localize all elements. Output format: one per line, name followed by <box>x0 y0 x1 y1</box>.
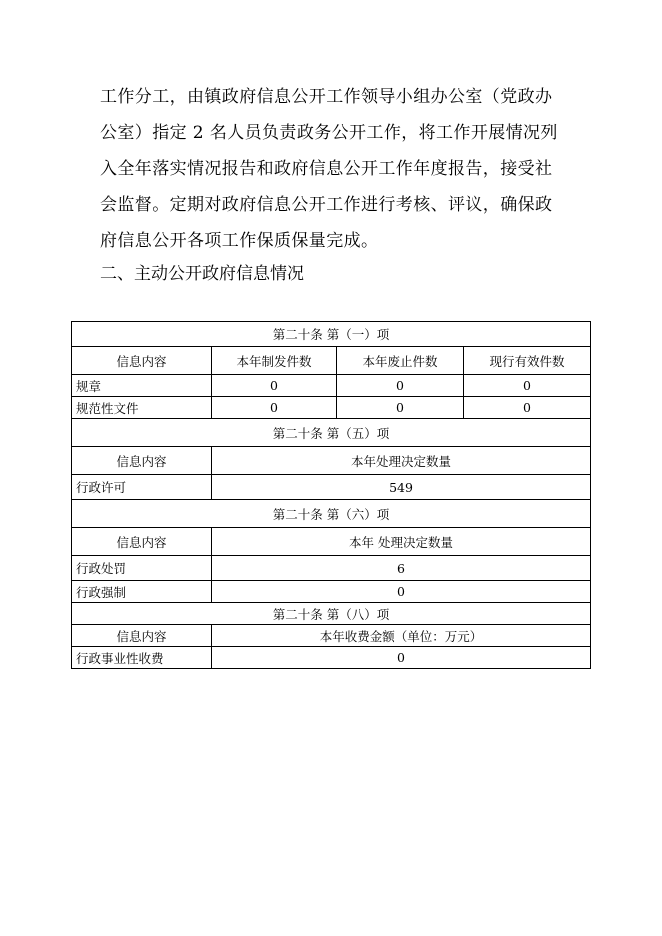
cell-value: 0 <box>212 375 337 397</box>
disclosure-table <box>71 321 591 669</box>
cell-value: 0 <box>464 397 591 419</box>
table-row <box>72 397 591 419</box>
cell-value: 0 <box>212 397 337 419</box>
table-row <box>72 475 591 500</box>
section-title: 第二十条 第（一）项 <box>72 322 591 347</box>
cell-value: 0 <box>464 375 591 397</box>
table-header-row <box>72 528 591 556</box>
header-cell: 本年 处理决定数量 <box>212 528 591 556</box>
cell-value: 0 <box>212 581 591 603</box>
section-heading: 二、主动公开政府信息情况 <box>100 264 304 284</box>
table-header-row <box>72 347 591 375</box>
section-title: 第二十条 第（五）项 <box>72 419 591 447</box>
cell-value: 0 <box>337 397 464 419</box>
paragraph-line: 府信息公开各项工作保质保量完成。 <box>100 231 379 251</box>
table-row <box>72 647 591 669</box>
row-label: 行政事业性收费 <box>72 647 212 669</box>
table-row <box>72 375 591 397</box>
row-label: 行政处罚 <box>72 556 212 581</box>
cell-value: 549 <box>212 475 591 500</box>
header-cell: 本年收费金额（单位：万元） <box>212 625 591 647</box>
header-cell: 信息内容 <box>72 347 212 375</box>
header-cell: 本年处理决定数量 <box>212 447 591 475</box>
header-cell: 信息内容 <box>72 625 212 647</box>
section-title-row <box>72 419 591 447</box>
header-cell: 本年废止件数 <box>337 347 464 375</box>
table-header-row <box>72 625 591 647</box>
header-cell: 本年制发件数 <box>212 347 337 375</box>
section-title: 第二十条 第（六）项 <box>72 500 591 528</box>
row-label: 规章 <box>72 375 212 397</box>
header-cell: 信息内容 <box>72 447 212 475</box>
body-paragraph <box>100 79 570 259</box>
cell-value: 6 <box>212 556 591 581</box>
header-cell: 现行有效件数 <box>464 347 591 375</box>
paragraph-line: 工作分工，由镇政府信息公开工作领导小组办公室（党政办 <box>100 87 553 107</box>
paragraph-line: 公室）指定 2 名人员负责政务公开工作，将工作开展情况列 <box>100 123 558 143</box>
section-title: 第二十条 第（八）项 <box>72 603 591 625</box>
table-row <box>72 581 591 603</box>
section-title-row <box>72 603 591 625</box>
cell-value: 0 <box>337 375 464 397</box>
table-row <box>72 556 591 581</box>
paragraph-line: 会监督。定期对政府信息公开工作进行考核、评议，确保政 <box>100 195 553 215</box>
header-cell: 信息内容 <box>72 528 212 556</box>
row-label: 规范性文件 <box>72 397 212 419</box>
row-label: 行政许可 <box>72 475 212 500</box>
cell-value: 0 <box>212 647 591 669</box>
paragraph-line: 入全年落实情况报告和政府信息公开工作年度报告，接受社 <box>100 159 553 179</box>
section-title-row <box>72 322 591 347</box>
section-title-row <box>72 500 591 528</box>
row-label: 行政强制 <box>72 581 212 603</box>
table-header-row <box>72 447 591 475</box>
